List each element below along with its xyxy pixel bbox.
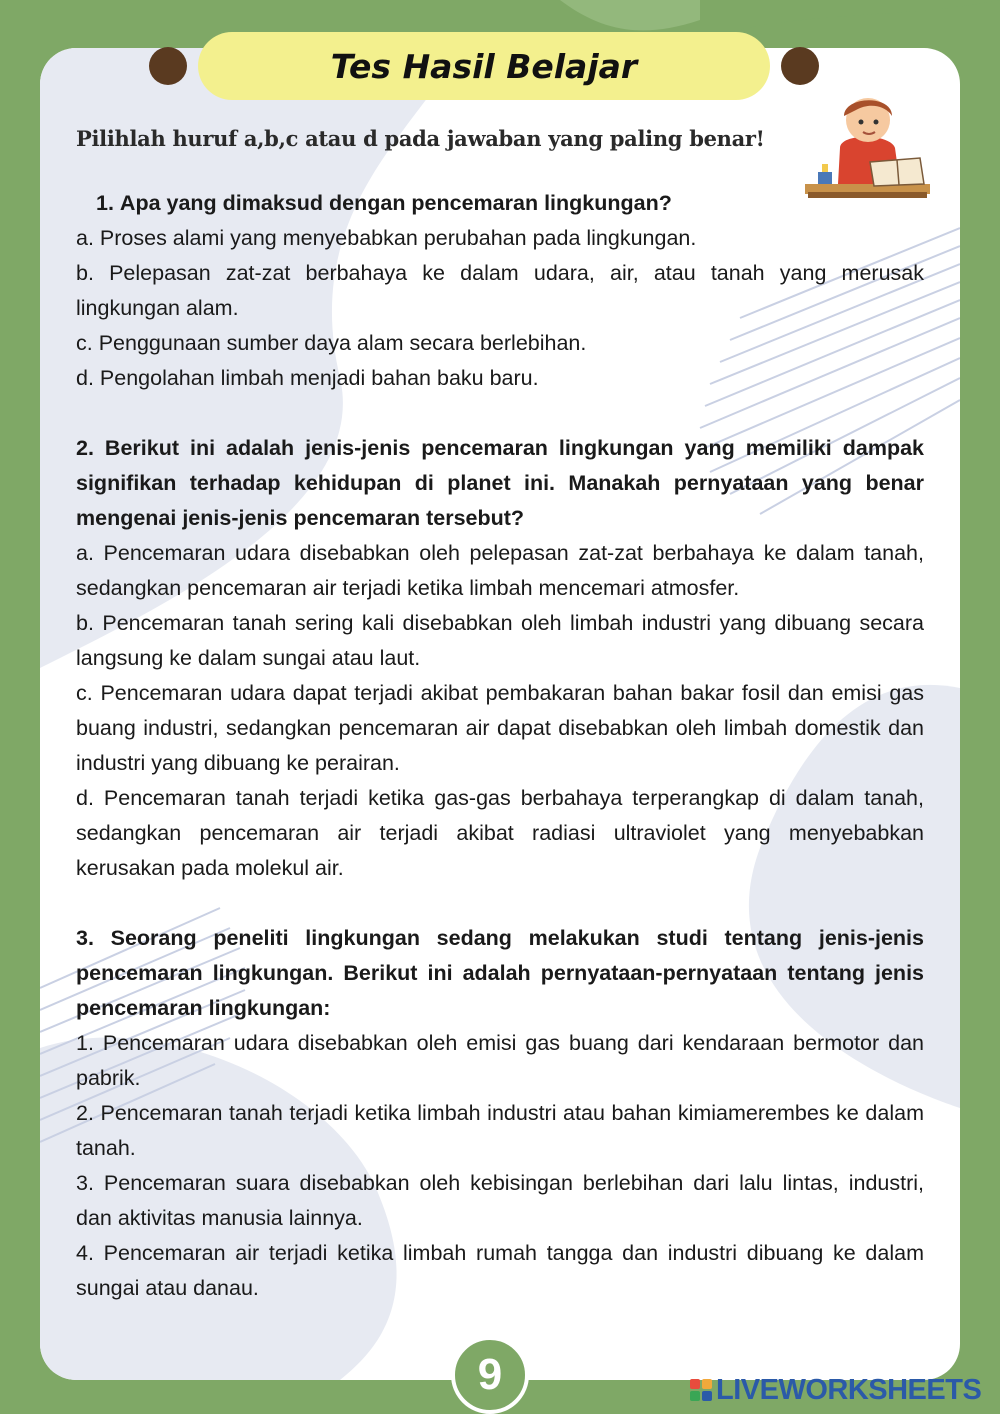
q1-option-b[interactable]: b. Pelepasan zat-zat berbahaya ke dalam udara, air, atau tanah yang merusak lingkungan alam. (76, 261, 924, 320)
question-1 (76, 186, 924, 221)
instruction-text: Pilihlah huruf a,b,c atau d pada jawaban yang paling benar! (76, 126, 765, 151)
spacer (76, 396, 924, 431)
q1-option-c[interactable]: c. Penggunaan sumber daya alam secara berlebihan. (76, 331, 587, 355)
right-decor-dot (781, 47, 819, 85)
question-1-text: Apa yang dimaksud dengan pencemaran lingkungan? (119, 191, 672, 215)
q3-statement-1: 1. Pencemaran udara disebabkan oleh emisi gas buang dari kendaraan bermotor dan pabrik. (76, 1031, 924, 1090)
questions-content (76, 186, 924, 1306)
title-banner (198, 32, 770, 100)
q3-statement-4: 4. Pencemaran air terjadi ketika limbah rumah tangga dan industri dibuang ke dalam sungai atau danau. (76, 1241, 924, 1300)
q2-option-d[interactable]: d. Pencemaran tanah terjadi ketika gas-gas berbahaya terperangkap di dalam tanah, sedangkan pencemaran air terjadi akibat radiasi ultraviolet yang menyebabkan kerusakan pada molekul air. (76, 786, 924, 880)
liveworksheets-brand (690, 1374, 981, 1406)
q2-option-c[interactable]: c. Pencemaran udara dapat terjadi akibat pembakaran bahan bakar fosil dan emisi gas buang industri, sedangkan pencemaran air dapat disebabkan oleh limbah domestik dan industri yang dibuang ke perairan. (76, 681, 924, 775)
q2-option-b[interactable]: b. Pencemaran tanah sering kali disebabkan oleh limbah industri yang dibuang secara langsung ke dalam sungai atau laut. (76, 611, 924, 670)
question-3: 3. Seorang peneliti lingkungan sedang melakukan studi tentang jenis-jenis pencemaran lingkungan. Berikut ini adalah pernyataan-pernyataan tentang jenis pencemaran lingkungan: (76, 926, 924, 1020)
q1-option-d[interactable]: d. Pengolahan limbah menjadi bahan baku baru. (76, 366, 539, 390)
page-number: 9 (451, 1336, 529, 1414)
left-decor-dot (149, 47, 187, 85)
question-1-number: 1. (96, 191, 114, 215)
q2-option-a[interactable]: a. Pencemaran udara disebabkan oleh pelepasan zat-zat berbahaya ke dalam tanah, sedangkan pencemaran air terjadi ketika limbah mencemari atmosfer. (76, 541, 924, 600)
q3-statement-3: 3. Pencemaran suara disebabkan oleh kebisingan berlebihan dari lalu lintas, industri, dan aktivitas manusia lainnya. (76, 1171, 924, 1230)
liveworksheets-logo-icon (690, 1379, 712, 1401)
q1-option-a[interactable]: a. Proses alami yang menyebabkan perubahan pada lingkungan. (76, 226, 697, 250)
spacer (76, 886, 924, 921)
q3-statement-2: 2. Pencemaran tanah terjadi ketika limbah industri atau bahan kimiamerembes ke dalam tanah. (76, 1101, 924, 1160)
brand-name: LIVEWORKSHEETS (716, 1373, 982, 1406)
page-title: Tes Hasil Belajar (330, 46, 638, 86)
question-2: 2. Berikut ini adalah jenis-jenis pencemaran lingkungan yang memiliki dampak signifikan terhadap kehidupan di planet ini. Manakah pernyataan yang benar mengenai jenis-jenis pencemaran tersebut? (76, 436, 924, 530)
